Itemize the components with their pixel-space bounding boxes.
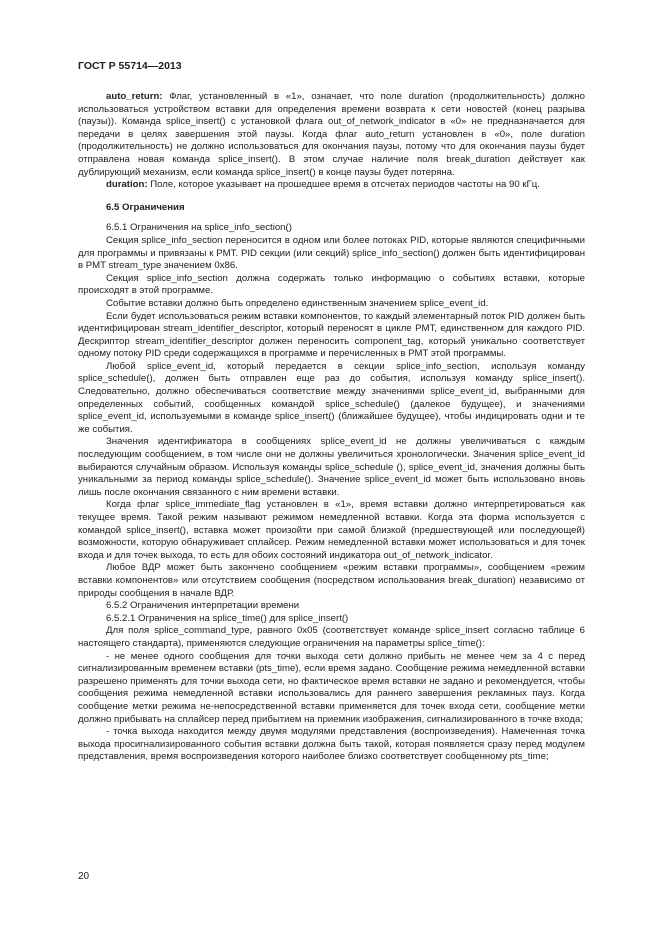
paragraph: 6.5.2 Ограничения интерпретации времени: [106, 600, 300, 612]
list-item: - не менее одного сообщения для точки выхода сети должно прибыть не менее чем за 4 с перед сигнализированным временем вставки (pts_time), если время задано. Сообщение режима немедленной вставки разрешено применять для точки выхода сети, но фактическое время вставки не задано и рекомендуется, чтобы сообщения режима немедленной вставки использовались для раннего завершения рекламных пауз. Когда сообщение метки режима не-непосредственной вставки применяется для точек входа сети, сообщение метки должно прибывать на сплайсер перед прибытием на приемник изображения, сигнализированного в точке входа;: [78, 650, 585, 725]
term-text: Флаг, установленный в «1», означает, что поле duration (продолжительность) должно использоваться устройством вставки для определения времени возврата к сети новостей (конец разрыва (паузы)). Команда splice_insert() с установкой флага out_of_network_indicator в «0» не предназначается для передачи в целях завершения этой паузы. Когда флаг auto_return установлен в «0», поле duration (продолжительность) не должно использоваться для окончания паузы, потому что для окончания паузы будет отправлена новая команда splice_insert(). В этом случае наличие поля break_duration действует как дублирующий механизм, если команда splice_insert() в конце паузы будет потеряна.: [78, 91, 585, 178]
paragraph: 6.5.2.1 Ограничения на splice_time() для splice_insert(): [106, 612, 349, 624]
page-number: 20: [78, 871, 90, 882]
paragraph: Событие вставки должно быть определено единственным значением splice_event_id.: [106, 297, 489, 309]
paragraph: Секция splice_info_section переносится в одном или более потоках PID, которые являются специфичными для программы и привязаны к PMT. PID секции (или секций) splice_info_section() должен быть идентифицирован в PMT stream_type значением 0x86.: [78, 234, 585, 272]
definition-auto-return: [78, 91, 585, 179]
paragraph: Секция splice_info_section должна содержать только информацию о событиях вставки, которые происходят в этой программе.: [78, 272, 585, 297]
paragraph: Значения идентификатора в сообщениях splice_event_id не должны увеличиваться с каждым последующим сообщением, в том числе они не должны увеличиться хронологически. Значения splice_event_id выбираются случайным образом. Используя команды splice_schedule (), splice_event_id, значения должны быть уникальными за период команды splice_schedule(). Значение splice_event_id может быть использовано вновь лишь после окончания связанного с ним времени вставки.: [78, 436, 585, 498]
paragraph: Если будет использоваться режим вставки компонентов, то каждый элементарный поток PID должен быть идентифицирован stream_identifier_descriptor, который переносят в цикле PMT, единственном для каждого PID. Дескриптор stream_identifier_descriptor должен переносить component_tag, который уникально соответствует одному потоку PID среди содержащихся в программе и перечисленных в PMT этой программы.: [78, 310, 585, 360]
term-text: Поле, которое указывает на прошедшее время в отсчетах периодов частоты на 90 кГц.: [147, 179, 540, 191]
term-label: auto_return:: [106, 91, 163, 102]
section-title: 6.5 Ограничения: [106, 201, 185, 213]
document-body: [78, 91, 585, 764]
list-item: - точка выхода находится между двумя модулями представления (воспроизведения). Намеченная точка выхода просигнализированного события вставки должна быть такой, которая появляется сразу перед модулем представления, время воспроизведения которого наиболее близко соответствует сообщенному pts_time;: [78, 726, 585, 763]
definition-duration: [78, 179, 585, 192]
paragraph: Любой splice_event_id, который передается в секции splice_info_section, используя команду splice_schedule(), должен быть отправлен еще раз до события, используя команду splice_insert(). Следовательно, должно обеспечиваться соответствие между значениями splice_event_id, выбранными для определенных событий, сообщенных командой splice_schedule() (далекое будущее), и значениями splice_event_id, используемыми в команде splice_insert() (ближайшее будущее), чтобы индицировать одни и те же события.: [78, 360, 585, 435]
paragraph: Любое ВДР может быть закончено сообщением «режим вставки программы», сообщением «режим вставки компонентов» или отсутствием сообщения (посредством использования break_duration) независимо от природы сообщения в начале ВДР.: [78, 562, 585, 599]
standard-header: ГОСТ Р 55714—2013: [78, 60, 182, 72]
paragraph: Когда флаг splice_immediate_flag установлен в «1», время вставки должно интерпретироваться как текущее время. Такой режим называют режимом немедленной вставки. Когда эта форма используется с командой splice_insert(), вставка может произойти при самой близкой (предшествующей или последующей) возможности, которую обнаруживает сплайсер. Режим немедленной вставки может использоваться и для точек входа и для точек выхода, то есть для обоих состояний индикатора out_of_network_indicator.: [78, 499, 585, 561]
paragraph: 6.5.1 Ограничения на splice_info_section(): [106, 222, 292, 234]
term-label: duration:: [106, 179, 148, 191]
paragraph: Для поля splice_command_type, равного 0x05 (соответствует команде splice_insert согласно таблице 6 настоящего стандарта), применяются следующие ограничения на параметры splice_time():: [78, 625, 585, 649]
